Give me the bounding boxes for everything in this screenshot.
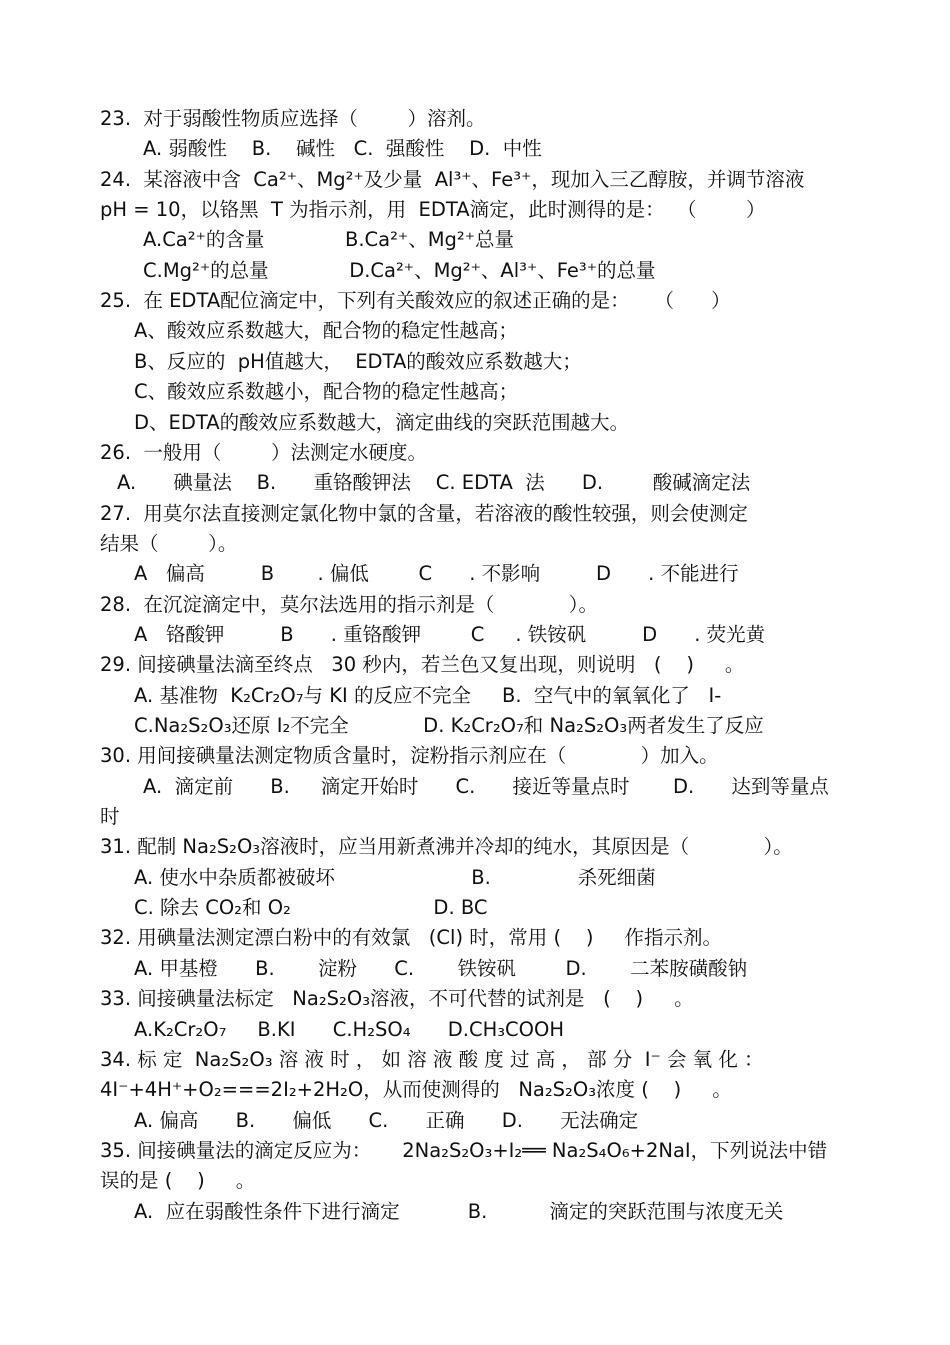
question-line: 4I⁻+4H⁺+O₂===2I₂+2H₂O，从而使测得的 Na₂S₂O₃浓度 ( ) 。	[100, 1078, 732, 1101]
question-stem: 26. 一般用（ ）法测定水硬度。	[100, 441, 427, 464]
question-line: D、EDTA的酸效应系数越大，滴定曲线的突跃范围越大。	[134, 411, 630, 434]
question-line: C.Mg²⁺的总量 D.Ca²⁺、Mg²⁺、Al³⁺、Fe³⁺的总量	[143, 259, 656, 282]
question-stem: 33. 间接碘量法标定 Na₂S₂O₃溶液，不可代替的试剂是 ( ) 。	[100, 987, 694, 1010]
question-line: C. 除去 CO₂和 O₂ D. BC	[134, 896, 488, 919]
question-line: A. 应在弱酸性条件下进行滴定 B. 滴定的突跃范围与浓度无关	[134, 1200, 784, 1223]
question-line: 结果（ ）。	[100, 532, 238, 555]
question-line: A.Ca²⁺的含量 B.Ca²⁺、Mg²⁺总量	[143, 228, 515, 251]
question-stem: 34. 标 定 Na₂S₂O₃ 溶 液 时 ， 如 溶 液 酸 度 过 高 ， 部 分 I⁻ 会 氧 化 ：	[100, 1048, 764, 1071]
question-line: A 铬酸钾 B . 重铬酸钾 C . 铁铵矾 D . 荧光黄	[134, 623, 766, 646]
question-line: A、酸效应系数越大，配合物的稳定性越高；	[134, 319, 518, 342]
question-stem: 27. 用莫尔法直接测定氯化物中氯的含量，若溶液的酸性较强，则会使测定	[100, 502, 748, 525]
question-stem: 29. 间接碘量法滴至终点 30 秒内，若兰色又复出现，则说明 ( ) 。	[100, 653, 745, 676]
question-line: A. 弱酸性 B. 碱性 C. 强酸性 D. 中性	[143, 137, 542, 160]
question-line: C.Na₂S₂O₃还原 I₂不完全 D. K₂Cr₂O₇和 Na₂S₂O₃两者发生了反应	[134, 714, 764, 737]
question-line: B、反应的 pH值越大， EDTA的酸效应系数越大；	[134, 350, 582, 373]
question-stem: 35. 间接碘量法的滴定反应为： 2Na₂S₂O₃+I₂══ Na₂S₄O₆+2NaI，下列说法中错	[100, 1139, 828, 1162]
question-stem: 28. 在沉淀滴定中，莫尔法选用的指示剂是（ ）。	[100, 593, 599, 616]
question-line: A 偏高 B . 偏低 C . 不影响 D . 不能进行	[134, 562, 739, 585]
question-stem: 31. 配制 Na₂S₂O₃溶液时，应当用新煮沸并冷却的纯水，其原因是（ ）。	[100, 835, 793, 858]
question-line: 时	[100, 805, 120, 828]
question-line: pH = 10，以铬黑 T 为指示剂，用 EDTA滴定，此时测得的是： （ ）	[100, 198, 766, 221]
question-stem: 25. 在 EDTA配位滴定中，下列有关酸效应的叙述正确的是： （ ）	[100, 289, 731, 312]
question-stem: 23. 对于弱酸性物质应选择（ ）溶剂。	[100, 107, 486, 130]
question-line: 误的是 ( ) 。	[100, 1169, 256, 1192]
question-line: A.K₂Cr₂O₇ B.KI C.H₂SO₄ D.CH₃COOH	[134, 1018, 565, 1041]
question-stem: 24. 某溶液中含 Ca²⁺、Mg²⁺及少量 Al³⁺、Fe³⁺，现加入三乙醇胺，并调节溶液	[100, 168, 805, 191]
question-line: A. 基准物 K₂Cr₂O₇与 KI 的反应不完全 B. 空气中的氧氧化了 I-	[134, 684, 722, 707]
question-stem: 32. 用碘量法测定漂白粉中的有效氯 (Cl) 时，常用 ( ) 作指示剂。	[100, 926, 722, 949]
question-line: C、酸效应系数越小，配合物的稳定性越高；	[134, 380, 519, 403]
question-stem: 30. 用间接碘量法测定物质含量时，淀粉指示剂应在（ ）加入。	[100, 744, 719, 767]
question-line: A. 滴定前 B. 滴定开始时 C. 接近等量点时 D. 达到等量点	[143, 775, 829, 798]
question-line: A. 使水中杂质都被破坏 B. 杀死细菌	[134, 866, 656, 889]
question-line: A. 甲基橙 B. 淀粉 C. 铁铵矾 D. 二苯胺磺酸钠	[134, 957, 748, 980]
question-line: A. 碘量法 B. 重铬酸钾法 C. EDTA 法 D. 酸碱滴定法	[117, 471, 751, 494]
question-line: A. 偏高 B. 偏低 C. 正确 D. 无法确定	[134, 1109, 639, 1132]
